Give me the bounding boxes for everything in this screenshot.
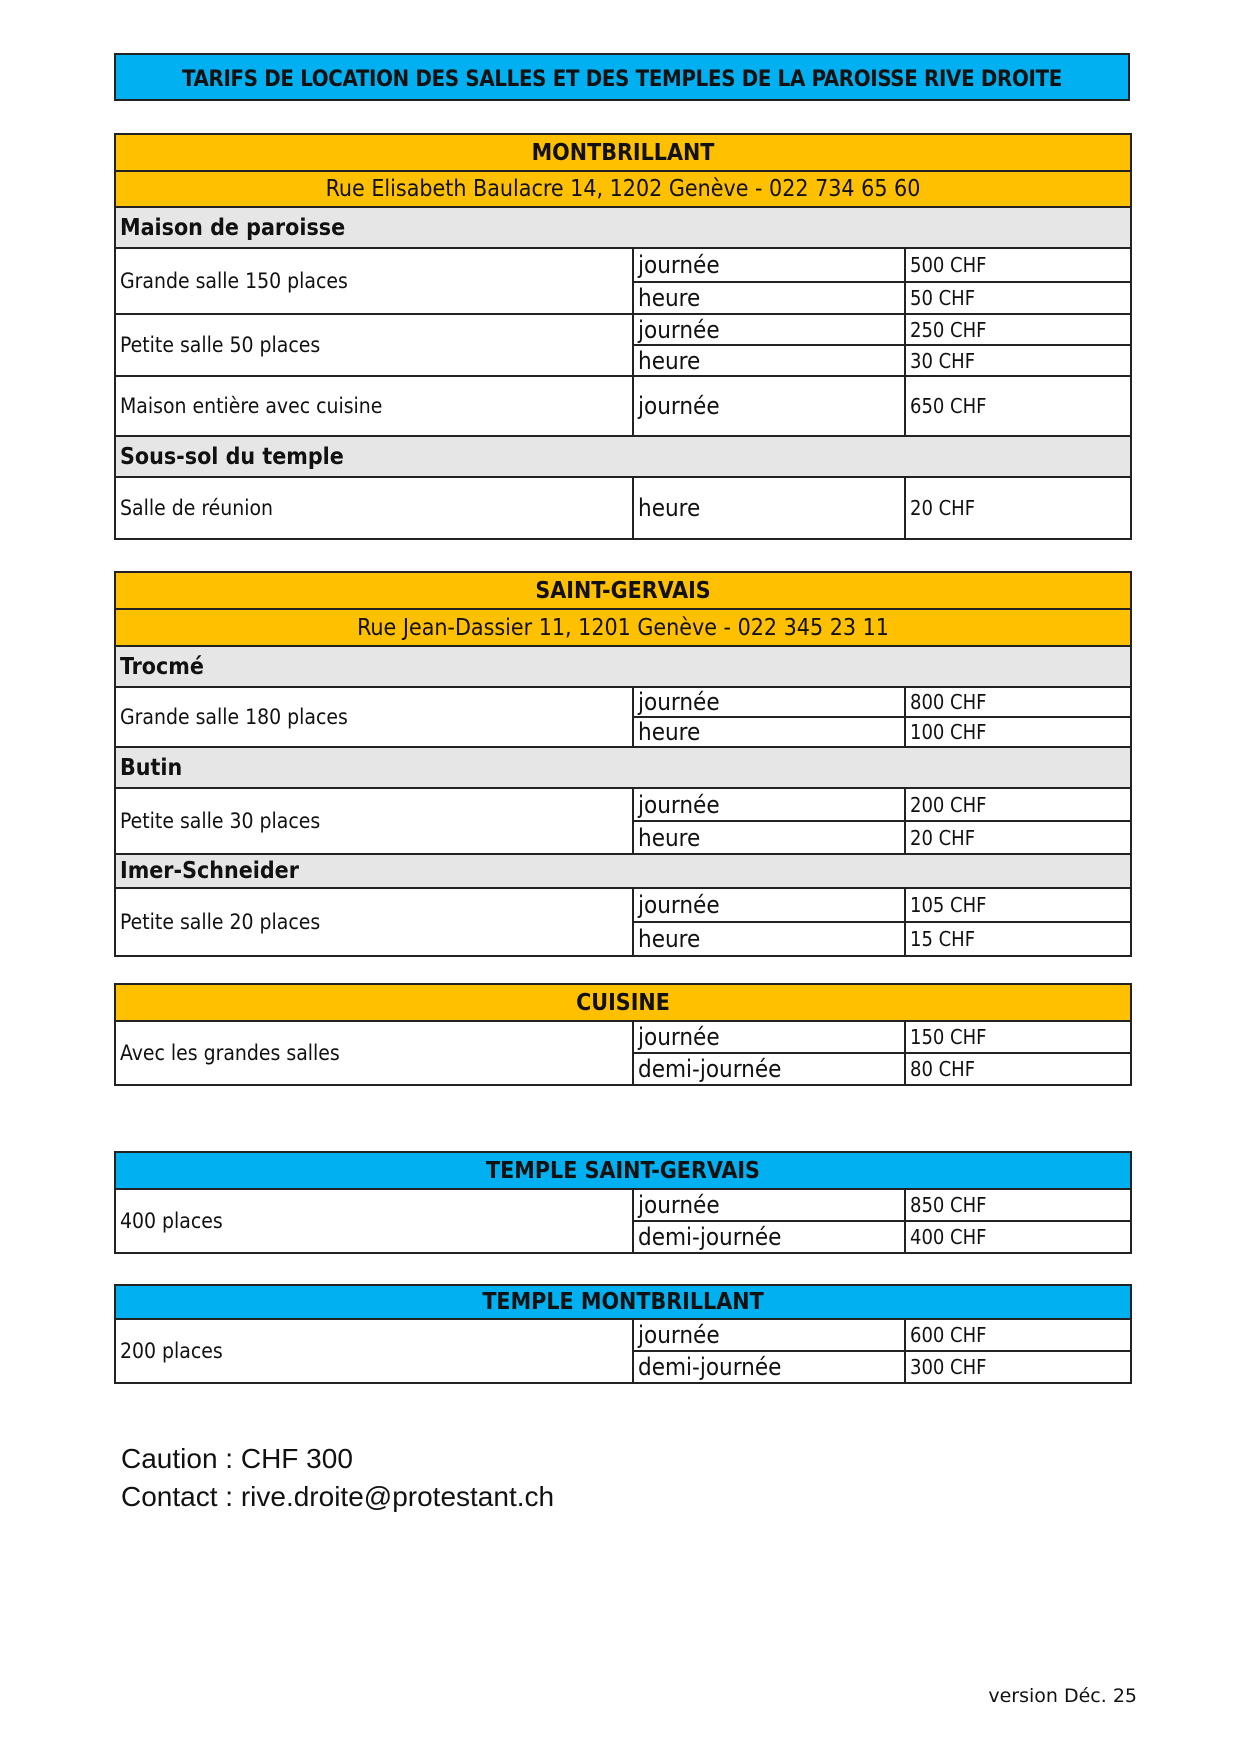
room-name: Petite salle 20 places — [115, 888, 633, 956]
rate-unit: journée — [633, 888, 905, 922]
room-name: 400 places — [115, 1189, 633, 1253]
section-label: Butin — [115, 747, 1131, 788]
rate-price: 20 CHF — [905, 477, 1131, 539]
venue-header: TEMPLE MONTBRILLANT — [115, 1285, 1131, 1319]
room-name: Grande salle 180 places — [115, 687, 633, 747]
rate-unit: demi-journée — [633, 1053, 905, 1085]
venue-header: CUISINE — [115, 984, 1131, 1021]
room-name: Grande salle 150 places — [115, 248, 633, 314]
rate-unit: heure — [633, 717, 905, 747]
rate-price: 20 CHF — [905, 821, 1131, 854]
rate-unit: heure — [633, 345, 905, 376]
rate-unit: journée — [633, 687, 905, 717]
room-name: Avec les grandes salles — [115, 1021, 633, 1085]
rate-unit: heure — [633, 282, 905, 314]
rate-price: 800 CHF — [905, 687, 1131, 717]
rate-price: 300 CHF — [905, 1351, 1131, 1383]
rate-price: 100 CHF — [905, 717, 1131, 747]
rate-unit: heure — [633, 821, 905, 854]
rate-price: 850 CHF — [905, 1189, 1131, 1221]
rate-unit: journée — [633, 376, 905, 436]
rate-price: 80 CHF — [905, 1053, 1131, 1085]
rate-price: 200 CHF — [905, 788, 1131, 821]
rate-unit: journée — [633, 1021, 905, 1053]
section-label: Sous-sol du temple — [115, 436, 1131, 477]
room-name: Salle de réunion — [115, 477, 633, 539]
room-name: Maison entière avec cuisine — [115, 376, 633, 436]
temple-saint-gervais-table — [114, 1151, 1132, 1254]
venue-header: SAINT-GERVAIS — [115, 572, 1131, 609]
venue-address: Rue Elisabeth Baulacre 14, 1202 Genève - 022 734 65 60 — [115, 171, 1131, 207]
section-label: Trocmé — [115, 646, 1131, 687]
rate-unit: journée — [633, 248, 905, 282]
rate-unit: journée — [633, 314, 905, 345]
version-text: version Déc. 25 — [988, 1685, 1137, 1707]
section-label: Maison de paroisse — [115, 207, 1131, 248]
contact-text: Contact : rive.droite@protestant.ch — [121, 1481, 555, 1512]
rate-price: 250 CHF — [905, 314, 1131, 345]
room-name: 200 places — [115, 1319, 633, 1383]
montbrillant-table — [114, 133, 1132, 540]
rate-price: 600 CHF — [905, 1319, 1131, 1351]
rate-price: 400 CHF — [905, 1221, 1131, 1253]
rate-price: 15 CHF — [905, 922, 1131, 956]
venue-address: Rue Jean-Dassier 11, 1201 Genève - 022 345 23 11 — [115, 609, 1131, 646]
room-name: Petite salle 50 places — [115, 314, 633, 376]
room-name: Petite salle 30 places — [115, 788, 633, 854]
venue-header: MONTBRILLANT — [115, 134, 1131, 171]
saint-gervais-table — [114, 571, 1132, 957]
rate-price: 500 CHF — [905, 248, 1131, 282]
rate-price: 50 CHF — [905, 282, 1131, 314]
temple-montbrillant-table — [114, 1284, 1132, 1384]
rate-unit: heure — [633, 922, 905, 956]
rate-unit: journée — [633, 788, 905, 821]
page-title: TARIFS DE LOCATION DES SALLES ET DES TEMPLES DE LA PAROISSE RIVE DROITE — [114, 53, 1130, 101]
rate-unit: demi-journée — [633, 1351, 905, 1383]
rate-unit: demi-journée — [633, 1221, 905, 1253]
rate-price: 150 CHF — [905, 1021, 1131, 1053]
rate-unit: journée — [633, 1319, 905, 1351]
rate-price: 30 CHF — [905, 345, 1131, 376]
venue-header: TEMPLE SAINT-GERVAIS — [115, 1152, 1131, 1189]
rate-price: 105 CHF — [905, 888, 1131, 922]
caution-text: Caution : CHF 300 — [121, 1443, 353, 1474]
section-label: Imer-Schneider — [115, 854, 1131, 888]
rate-unit: heure — [633, 477, 905, 539]
cuisine-table — [114, 983, 1132, 1086]
rate-unit: journée — [633, 1189, 905, 1221]
rate-price: 650 CHF — [905, 376, 1131, 436]
